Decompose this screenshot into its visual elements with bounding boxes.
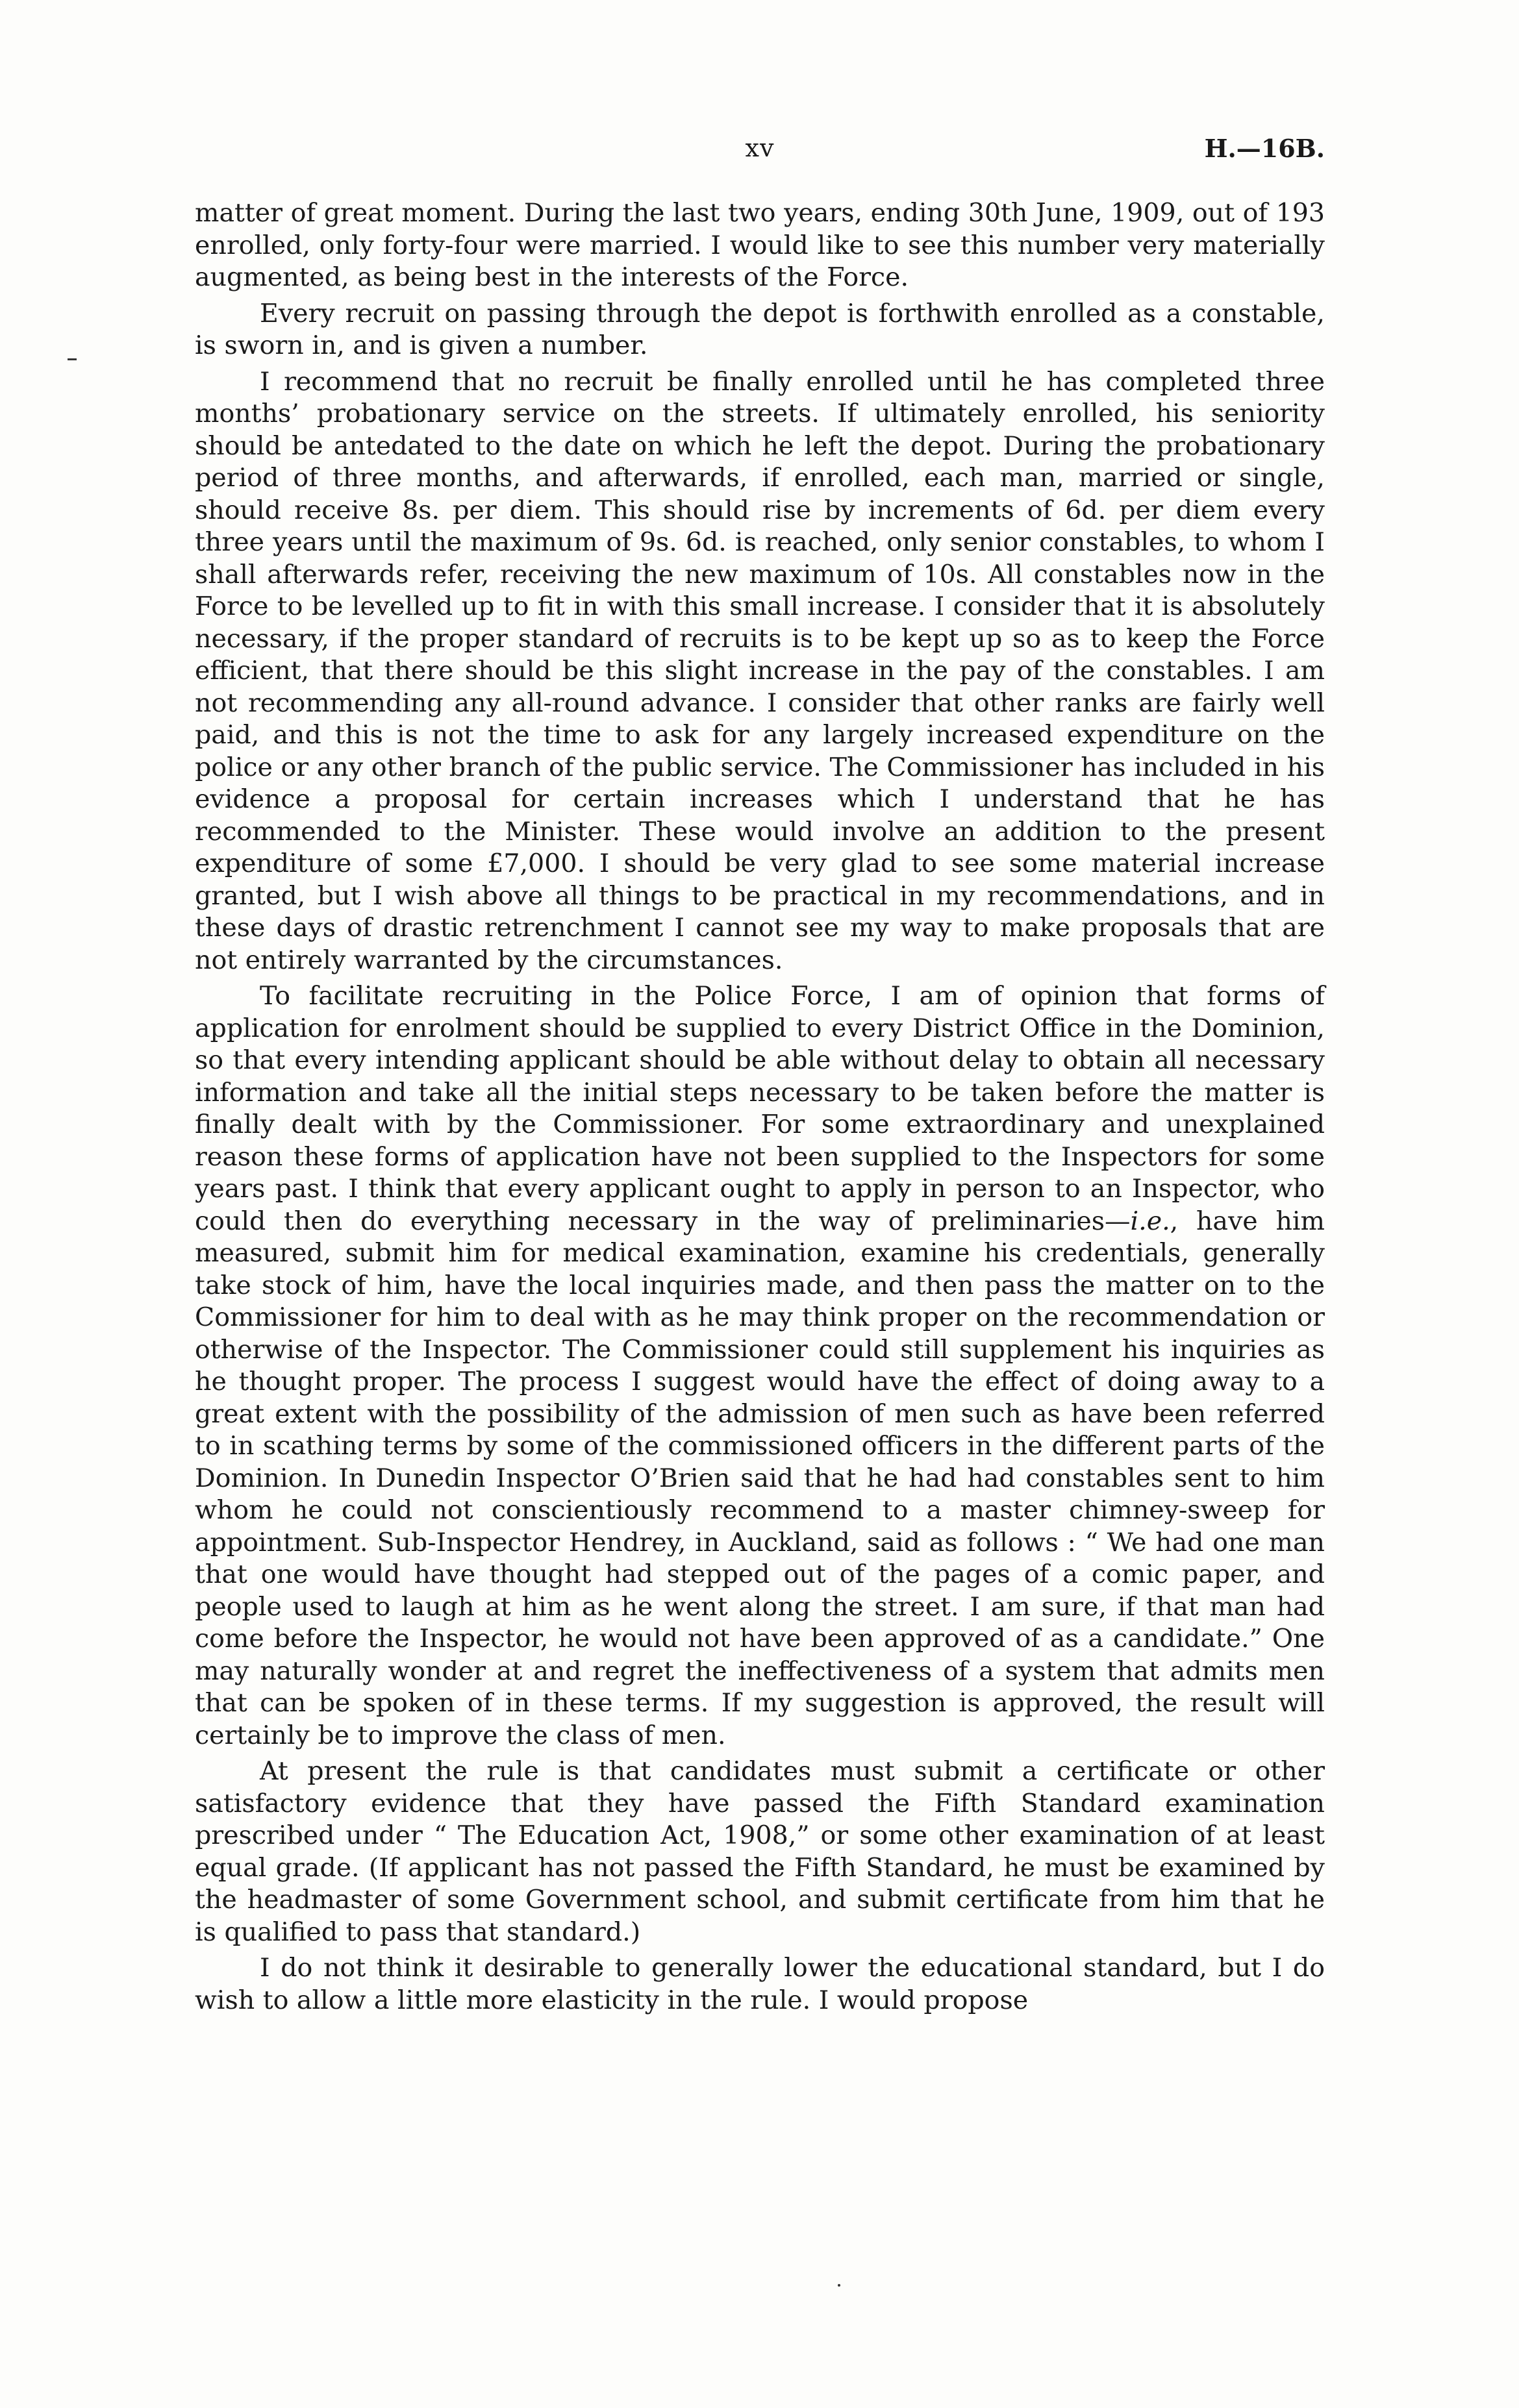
paragraph-2: Every recruit on passing through the depot is forthwith enrolled as a constable, is sworn in, and is given a number. [195, 298, 1325, 360]
paragraph-3: I recommend that no recruit be finally enrolled until he has completed three months’ probationary service on the streets. If ultimately enrolled, his seniority should be antedated to the date on which he left the depot. During the probationary period of three months, and afterwards, if enrolled, each man, married or single, should receive 8s. per diem. This should rise by increments of 6d. per diem every three years until the maximum of 9s. 6d. is reached, only senior constables, to whom I shall afterwards refer, receiving the new maximum of 10s. All constables now in the Force to be levelled up to fit in with this small increase. I consider that it is absolutely necessary, if the proper standard of recruits is to be kept up so as to keep the Force efficient, that there should be this slight increase in the pay of the constables. I am not recommending any all-round advance. I consider that other ranks are fairly well paid, and this is not the time to ask for any largely increased expenditure on the police or any other branch of the public service. The Commissioner has included in his evidence a proposal for certain increases which I understand that he has recommended to the Minister. These would involve an addition to the present expenditure of some £7,000. I should be very glad to see some material increase granted, but I wish above all things to be practical in my recommendations, and in these days of drastic retrenchment I cannot see my way to make proposals that are not entirely warranted by the circumstances. [195, 366, 1325, 975]
paragraph-1: matter of great moment. During the last two years, ending 30th June, 1909, out of 193 enrolled, only forty-four were married. I would like to see this number very materially augmented, as being best in the interests of the Force. [195, 198, 1325, 292]
paragraph-4 [195, 980, 1325, 1752]
scan-mark-left [68, 358, 77, 360]
paragraph-4-text-b: , have him measured, submit him for medical examination, examine his credentials, generally take stock of him, have the local inquiries made, and then pass the matter on to the Commissioner for him to deal with as he may think proper on the recommendation or otherwise of the Inspector. The Commissioner could still supplement his inquiries as he thought proper. The process I suggest would have the effect of doing away to a great extent with the possibility of the admission of men such as have been referred to in scathing terms by some of the commissioned officers in the different parts of the Dominion. In Dunedin Inspector O’Brien said that he had had constables sent to him whom he could not conscientiously recommend to a master chimney-sweep for appointment. Sub-Inspector Hendrey, in Auckland, said as follows : “ We had one man that one would have thought had stepped out of the pages of a comic paper, and people used to laugh at him as he went along the street. I am sure, if that man had come before the Inspector, he would not have been approved of as a candidate.” One may naturally wonder at and regret the ineffectiveness of a system that admits men that can be spoken of in these terms. If my suggestion is approved, the result will certainly be to improve the class of men. [195, 1206, 1325, 1750]
paragraph-6: I do not think it desirable to generally lower the educational standard, but I do wish to allow a little more elasticity in the rule. I would propose [195, 1953, 1325, 2015]
scan-mark-bottom [838, 2284, 840, 2287]
page-header [195, 134, 1325, 173]
paragraph-4-text-a: To facilitate recruiting in the Police Force, I am of opinion that forms of application for enrolment should be supplied to every District Office in the Dominion, so that every intending applicant should be able without delay to obtain all necessary information and take all the initial steps necessary to be taken before the matter is finally dealt with by the Commissioner. For some extraordinary and unexplained reason these forms of application have not been supplied to the Inspectors for some years past. I think that every applicant ought to apply in person to an Inspector, who could then do everything necessary in the way of preliminaries— [195, 981, 1325, 1236]
paragraph-4-italic: i.e. [1130, 1206, 1170, 1236]
body-text [195, 197, 1325, 2020]
document-reference: H.—16B. [1204, 134, 1325, 163]
paragraph-5: At present the rule is that candidates must submit a certificate or other satisfactory evidence that they have passed the Fifth Standard examination prescribed under “ The Education Act, 1908,” or some other examination of at least equal grade. (If applicant has not passed the Fifth Standard, he must be examined by the headmaster of some Government school, and submit certificate from him that he is qualified to pass that standard.) [195, 1756, 1325, 1947]
page-number: xv [745, 134, 775, 162]
